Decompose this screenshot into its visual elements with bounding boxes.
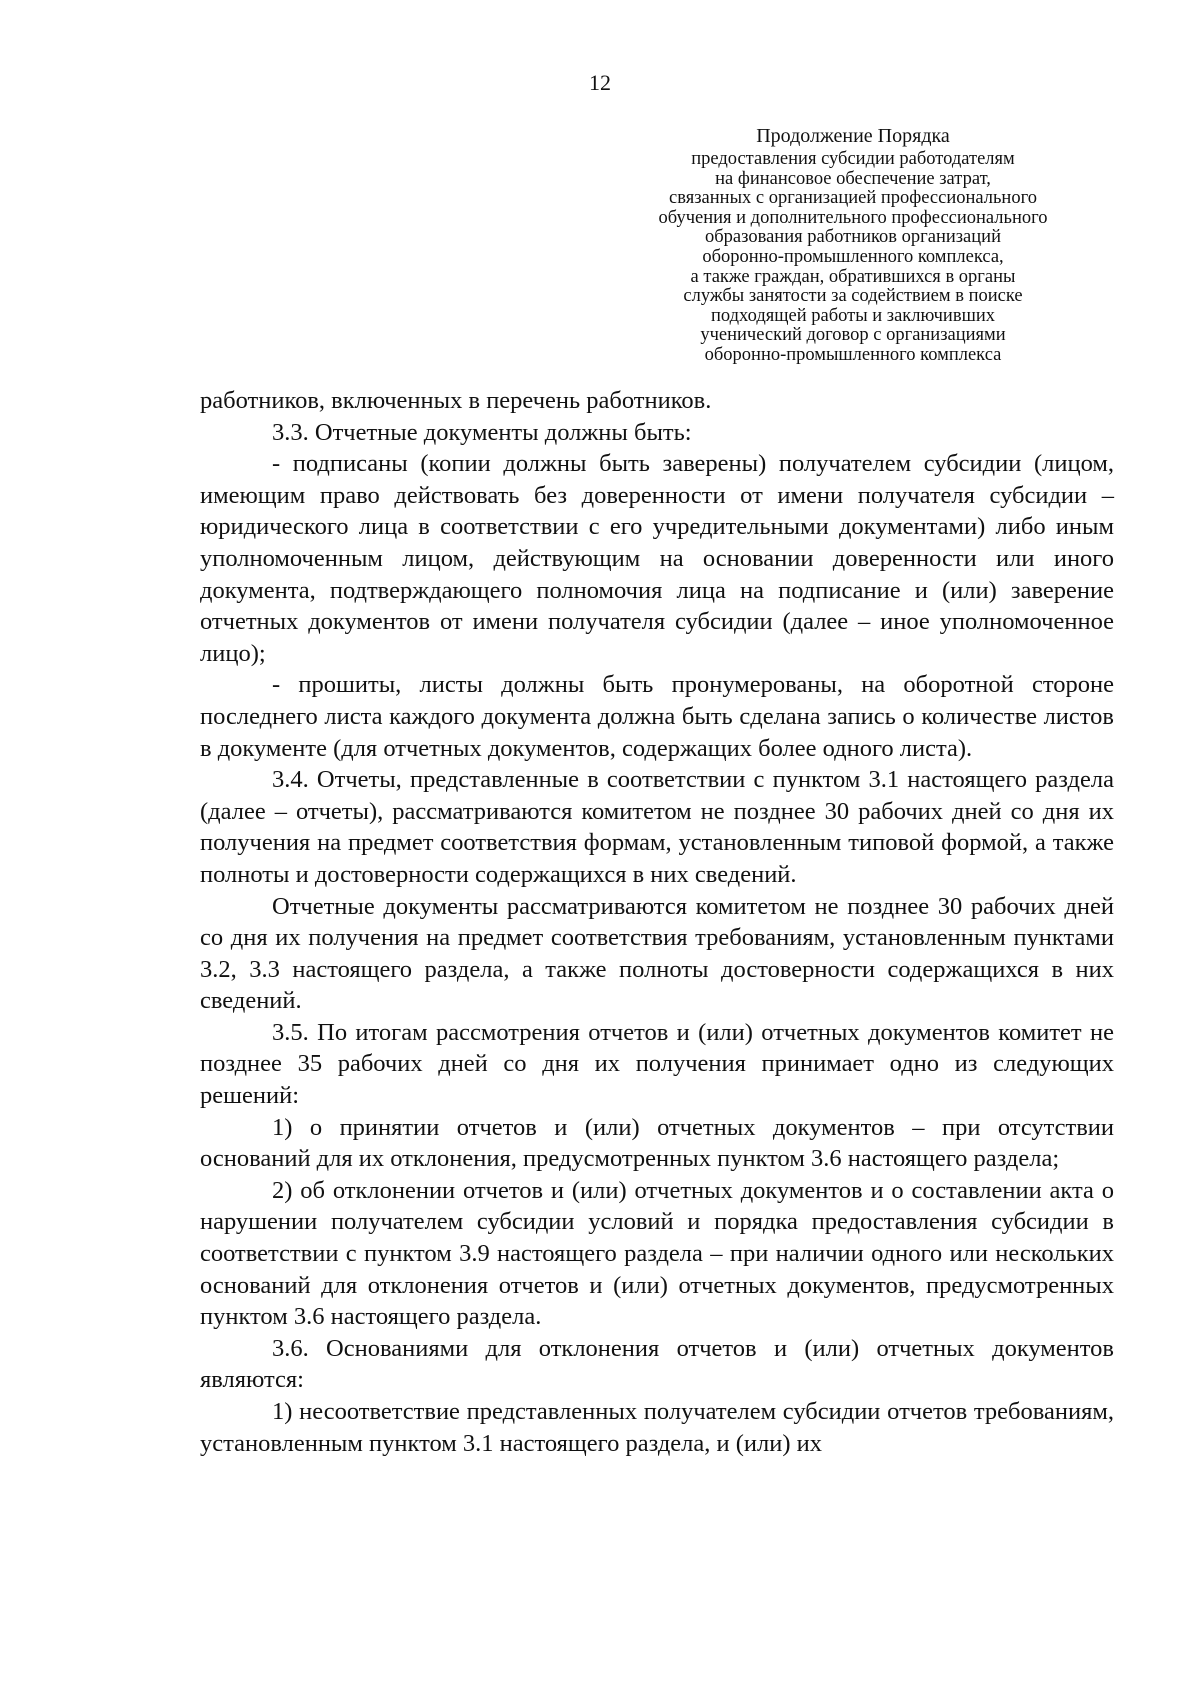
header-line: связанных с организацией профессионального (669, 188, 1037, 209)
paragraph: 1) несоответствие представленных получателем субсидии отчетов требованиям, установленным пунктом 3.1 настоящего раздела, и (или) их (200, 1398, 1114, 1457)
paragraph: 2) об отклонении отчетов и (или) отчетных документов и о составлении акта о нарушении получателем субсидии условий и порядка предоставления субсидии в соответствии с пунктом 3.9 настоящего раздела – при наличии одного или нескольких оснований для отклонения отчетов и (или) отчетных документов, предусмотренных пунктом 3.6 настоящего раздела. (200, 1176, 1114, 1331)
header-line: службы занятости за содействием в поиске (683, 286, 1023, 307)
header-line: подходящей работы и заключивших (711, 305, 995, 326)
paragraph: 3.4. Отчеты, представленные в соответствии с пунктом 3.1 настоящего раздела (далее – отчеты), рассматриваются комитетом не позднее 30 рабочих дней со дня их получения на предмет соответствия формам, установленным типовой формой, а также полноты и достоверности содержащихся в них сведений. (200, 766, 1114, 888)
header-line: оборонно-промышленного комплекса (704, 344, 1002, 365)
document-header (598, 124, 1108, 366)
header-line: оборонно-промышленного комплекса, (702, 246, 1004, 267)
page-number: 12 (589, 70, 611, 95)
paragraph: 1) о принятии отчетов и (или) отчетных документов – при отсутствии оснований для их отклонения, предусмотренных пунктом 3.6 настоящего раздела; (200, 1113, 1114, 1173)
header-line: на финансовое обеспечение затрат, (715, 168, 991, 189)
paragraph: Отчетные документы рассматриваются комитетом не позднее 30 рабочих дней со дня их получения на предмет соответствия требованиям, установленным пунктами 3.2, 3.3 настоящего раздела, а также полноты достоверности содержащихся в них сведений. (200, 892, 1114, 1015)
header-title: Продолжение Порядка (756, 125, 950, 147)
header-line: а также граждан, обратившихся в органы (690, 266, 1016, 287)
header-line: обучения и дополнительного профессионального (658, 207, 1048, 228)
paragraph: 3.5. По итогам рассмотрения отчетов и (или) отчетных документов комитет не позднее 35 рабочих дней со дня их получения принимает одно из следующих решений: (200, 1018, 1114, 1110)
paragraph: 3.6. Основаниями для отклонения отчетов и (или) отчетных документов являются: (200, 1334, 1114, 1394)
header-line: образования работников организаций (705, 227, 1001, 248)
header-line: предоставления субсидии работодателям (691, 149, 1015, 169)
paragraph: - подписаны (копии должны быть заверены) получателем субсидии (лицом, имеющим право действовать без доверенности от имени получателя субсидии – юридического лица в соответствии с его учредительными документами) либо иным уполномоченным лицом, действующим на основании доверенности или иного документа, подтверждающего полномочия лица на подписание и (или) заверение отчетных документов от имени получателя субсидии (далее – иное уполномоченное лицо); (200, 450, 1114, 667)
paragraph: 3.3. Отчетные документы должны быть: (272, 418, 692, 446)
paragraph: - прошиты, листы должны быть пронумерованы, на оборотной стороне последнего листа каждого документа должна быть сделана запись о количестве листов в документе (для отчетных документов, содержащих более одного листа). (200, 671, 1114, 762)
paragraph: работников, включенных в перечень работников. (200, 387, 712, 414)
document-body (200, 385, 1114, 1459)
header-line: ученический договор с организациями (700, 325, 1006, 346)
